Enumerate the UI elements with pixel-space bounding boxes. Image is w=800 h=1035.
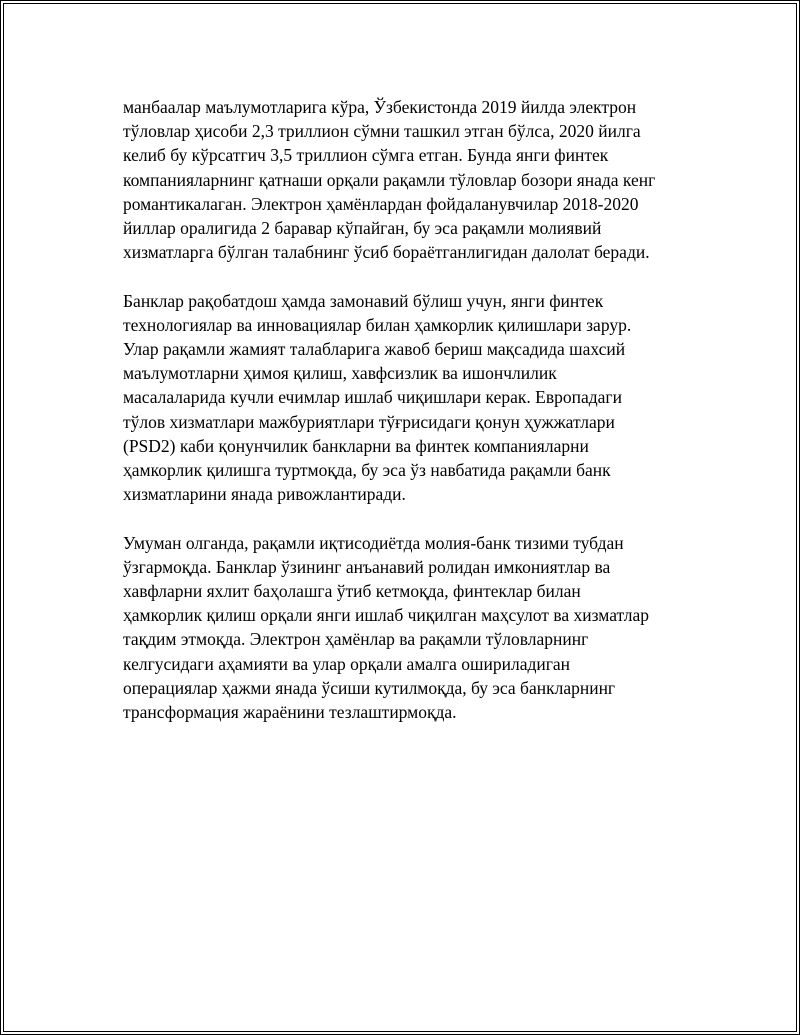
text-line: Умуман олганда, рақамли иқтисодиётда молия-банк тизими тубдан <box>123 532 624 553</box>
text-line: тақдим этмоқда. Электрон ҳамёнлар ва рақамли тўловларнинг <box>123 629 589 650</box>
text-line: хавфларни яхлит баҳолашга ўтиб кетмоқда, финтеклар билан <box>123 581 581 602</box>
text-line: операциялар ҳажми янада ўсиши кутилмоқда, бу эса банкларнинг <box>123 677 616 698</box>
text-line: Банклар рақобатдош ҳамда замонавий бўлиш учун, янги финтек <box>123 290 604 311</box>
document-body <box>123 95 703 748</box>
paragraph-1 <box>123 95 703 264</box>
text-line: масалаларида кучли ечимлар ишлаб чиқишлари керак. Европадаги <box>123 387 622 408</box>
text-line: йиллар оралигида 2 баравар кўпайган, бу эса рақамли молиявий <box>123 218 602 239</box>
text-line: романтикалаган. Электрон ҳамёнлардан фойдаланувчилар 2018-2020 <box>123 193 639 214</box>
text-line: хизматларга бўлган талабнинг ўсиб бораётганлигидан далолат беради. <box>123 242 650 263</box>
paragraph-2 <box>123 289 703 507</box>
text-line: ҳамкорлик қилиш орқали янги ишлаб чиқилган маҳсулот ва хизматлар <box>123 605 650 626</box>
text-line: (PSD2) каби қонунчилик банкларни ва финтек компанияларни <box>123 435 589 456</box>
text-line: маълумотларни ҳимоя қилиш, хавфсизлик ва ишончлилик <box>123 363 557 384</box>
text-line: келиб бу кўрсатгич 3,5 триллион сўмга етган. Бунда янги финтек <box>123 145 609 166</box>
text-line: трансформация жараёнини тезлаштирмоқда. <box>123 702 457 723</box>
text-line: келгусидаги аҳамияти ва улар орқали амалга ошириладиган <box>123 653 571 674</box>
text-line: ўзгармоқда. Банклар ўзининг анъанавий ролидан имкониятлар ва <box>123 556 611 577</box>
text-line: тўловлар ҳисоби 2,3 триллион сўмни ташкил этган бўлса, 2020 йилга <box>123 121 641 142</box>
text-line: хизматларини янада ривожлантиради. <box>123 484 406 505</box>
text-line: компанияларнинг қатнаши орқали рақамли тўловлар бозори янада кенг <box>123 169 656 190</box>
text-line: ҳамкорлик қилишга туртмоқда, бу эса ўз навбатида рақамли банк <box>123 460 611 481</box>
text-line: тўлов хизматлари мажбуриятлари тўғрисидаги қонун ҳужжатлари <box>123 411 615 432</box>
text-line: технологиялар ва инновациялар билан ҳамкорлик қилишлари зарур. <box>123 314 632 335</box>
text-line: Улар рақамли жамият талабларига жавоб бериш мақсадида шахсий <box>123 339 626 360</box>
text-line: манбаалар маълумотларига кўра, Ўзбекистонда 2019 йилда электрон <box>123 97 637 117</box>
paragraph-3 <box>123 531 703 725</box>
